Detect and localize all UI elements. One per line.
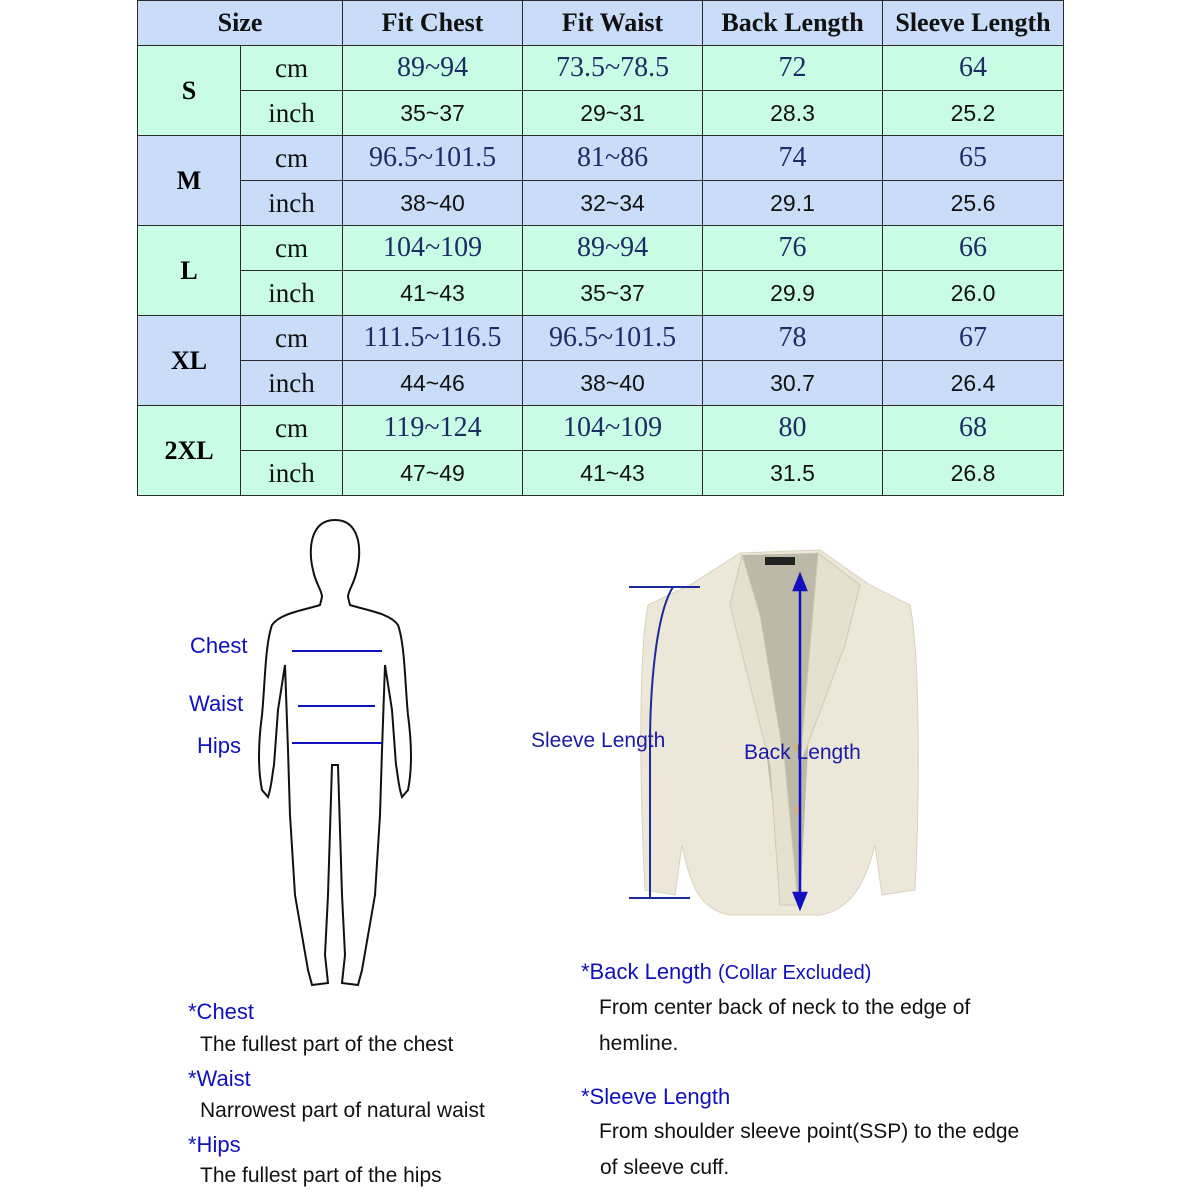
table-row-s-inch	[138, 91, 1064, 136]
table-cell: 89~94	[343, 46, 523, 91]
table-cell: 38~40	[343, 181, 523, 226]
table-cell: 29~31	[523, 91, 703, 136]
note-sleeve-length-title: *Sleeve Length	[581, 1084, 731, 1109]
note-chest-text: The fullest part of the chest	[200, 1033, 454, 1056]
table-cell: 78	[703, 316, 883, 361]
table-cell: 81~86	[523, 136, 703, 181]
table-cell: 104~109	[343, 226, 523, 271]
body-outline-figure	[250, 515, 420, 995]
table-header-row	[138, 1, 1064, 46]
jacket-image	[620, 545, 940, 925]
waist-label: Waist	[189, 691, 244, 716]
note-back-length-text-1: From center back of neck to the edge of	[599, 996, 971, 1019]
note-hips-title: *Hips	[188, 1132, 241, 1157]
note-hips-text: The fullest part of the hips	[200, 1164, 442, 1187]
table-cell: 30.7	[703, 361, 883, 406]
size-label: XL	[138, 316, 241, 406]
size-label: S	[138, 46, 241, 136]
note-sleeve-length-text-2: of sleeve cuff.	[600, 1156, 730, 1179]
table-cell: 28.3	[703, 91, 883, 136]
unit-label: inch	[241, 361, 343, 406]
table-cell: 68	[883, 406, 1064, 451]
table-cell: 32~34	[523, 181, 703, 226]
note-chest-title: *Chest	[188, 999, 255, 1024]
header-back-length: Back Length	[703, 1, 883, 46]
table-row-m-cm	[138, 136, 1064, 181]
hips-label: Hips	[197, 733, 242, 758]
table-row-l-inch	[138, 271, 1064, 316]
table-cell: 111.5~116.5	[343, 316, 523, 361]
table-cell: 67	[883, 316, 1064, 361]
table-cell: 66	[883, 226, 1064, 271]
unit-label: inch	[241, 451, 343, 496]
table-cell: 80	[703, 406, 883, 451]
table-cell: 26.0	[883, 271, 1064, 316]
table-cell: 96.5~101.5	[523, 316, 703, 361]
table-cell: 38~40	[523, 361, 703, 406]
table-row-xl-cm	[138, 316, 1064, 361]
table-cell: 31.5	[703, 451, 883, 496]
note-waist-text: Narrowest part of natural waist	[200, 1099, 485, 1122]
table-cell: 25.2	[883, 91, 1064, 136]
header-size: Size	[138, 1, 343, 46]
table-cell: 74	[703, 136, 883, 181]
chest-label: Chest	[190, 633, 248, 658]
table-row-s-cm	[138, 46, 1064, 91]
note-back-length-text-2: hemline.	[599, 1032, 679, 1055]
unit-label: inch	[241, 271, 343, 316]
unit-label: cm	[241, 226, 343, 271]
header-sleeve-length: Sleeve Length	[883, 1, 1064, 46]
header-fit-chest: Fit Chest	[343, 1, 523, 46]
table-cell: 29.1	[703, 181, 883, 226]
table-row-2xl-inch	[138, 451, 1064, 496]
table-cell: 41~43	[343, 271, 523, 316]
table-row-2xl-cm	[138, 406, 1064, 451]
table-cell: 73.5~78.5	[523, 46, 703, 91]
table-cell: 29.9	[703, 271, 883, 316]
header-fit-waist: Fit Waist	[523, 1, 703, 46]
size-label: L	[138, 226, 241, 316]
unit-label: cm	[241, 46, 343, 91]
note-back-length-subtitle: (Collar Excluded)	[718, 962, 872, 984]
sleeve-length-label: Sleeve Length	[531, 729, 666, 752]
table-cell: 25.6	[883, 181, 1064, 226]
unit-label: inch	[241, 91, 343, 136]
table-cell: 41~43	[523, 451, 703, 496]
table-row-m-inch	[138, 181, 1064, 226]
unit-label: cm	[241, 316, 343, 361]
table-cell: 47~49	[343, 451, 523, 496]
table-cell: 104~109	[523, 406, 703, 451]
table-cell: 35~37	[523, 271, 703, 316]
note-sleeve-length-text-1: From shoulder sleeve point(SSP) to the edge	[599, 1120, 1020, 1143]
note-waist-title: *Waist	[188, 1066, 251, 1091]
table-cell: 44~46	[343, 361, 523, 406]
unit-label: inch	[241, 181, 343, 226]
table-cell: 96.5~101.5	[343, 136, 523, 181]
table-cell: 26.4	[883, 361, 1064, 406]
table-cell: 65	[883, 136, 1064, 181]
size-chart-table	[137, 0, 1064, 496]
table-cell: 35~37	[343, 91, 523, 136]
note-back-length-title	[581, 959, 871, 985]
table-cell: 119~124	[343, 406, 523, 451]
size-label: 2XL	[138, 406, 241, 496]
unit-label: cm	[241, 406, 343, 451]
table-row-l-cm	[138, 226, 1064, 271]
table-cell: 72	[703, 46, 883, 91]
table-cell: 64	[883, 46, 1064, 91]
note-back-length-title-text: *Back Length	[581, 959, 712, 984]
unit-label: cm	[241, 136, 343, 181]
table-cell: 26.8	[883, 451, 1064, 496]
table-cell: 76	[703, 226, 883, 271]
size-label: M	[138, 136, 241, 226]
table-cell: 89~94	[523, 226, 703, 271]
back-length-label: Back Length	[744, 741, 861, 764]
table-row-xl-inch	[138, 361, 1064, 406]
